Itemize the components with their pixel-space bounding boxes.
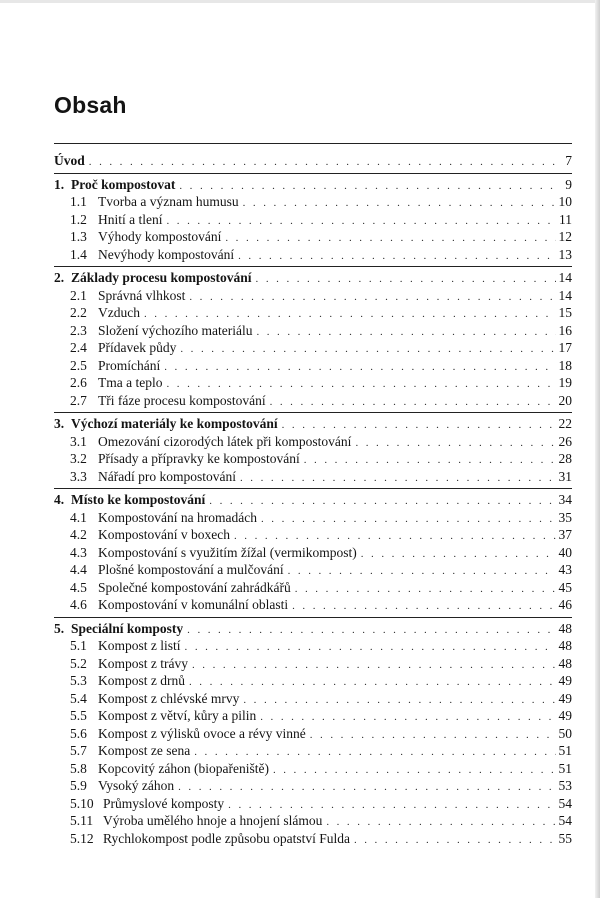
- entry-title: Hnití a tlení: [98, 211, 163, 227]
- dot-leader: [178, 779, 555, 797]
- entry-title: Kompost z trávy: [98, 655, 188, 671]
- entry-title: Kompostování na hromadách: [98, 509, 257, 525]
- entry-number: 4.2: [70, 527, 87, 542]
- toc-subchapter-entry: [54, 304, 572, 322]
- dot-leader: [292, 598, 555, 616]
- dot-leader: [225, 230, 555, 248]
- toc-subchapter-entry: [54, 596, 572, 614]
- toc-subchapter-entry: [54, 287, 572, 305]
- toc-subchapter-entry: [54, 450, 572, 468]
- entry-title: Tma a teplo: [98, 375, 163, 390]
- entry-number: 4.5: [70, 579, 87, 595]
- entry-page-number: 51: [558, 743, 572, 758]
- entry-number: 2.1: [70, 287, 87, 303]
- entry-title: Proč kompostovat: [71, 176, 176, 192]
- entry-page-number: 13: [558, 246, 572, 262]
- page-edge-top: [0, 0, 600, 3]
- dot-leader: [256, 324, 555, 342]
- dot-leader: [240, 470, 556, 488]
- entry-title: Kompostování v komunální oblasti: [98, 597, 289, 612]
- dot-leader: [270, 394, 556, 412]
- entry-title: Kompostování v boxech: [98, 527, 230, 542]
- dot-leader: [189, 674, 556, 692]
- toc-chapter-entry: [54, 415, 572, 433]
- entry-number: 1.1: [70, 194, 87, 209]
- toc-section: [54, 267, 572, 413]
- entry-page-number: 28: [558, 451, 572, 466]
- toc-subchapter-entry: [54, 544, 572, 562]
- dot-leader: [261, 511, 556, 529]
- entry-page-number: 15: [558, 305, 572, 320]
- entry-number: 5.3: [70, 673, 87, 688]
- entry-number: 4.1: [70, 509, 87, 525]
- entry-title: Omezování cizorodých látek při kompostování: [98, 433, 352, 449]
- dot-leader: [326, 814, 555, 832]
- entry-title: Vysoký záhon: [98, 778, 175, 793]
- entry-title: Rychlokompost podle způsobu opatství Fulda: [103, 830, 350, 846]
- entry-title: Kompost z listí: [98, 638, 181, 653]
- dot-leader: [185, 639, 556, 657]
- entry-page-number: 14: [558, 287, 572, 303]
- entry-number: 4.4: [70, 562, 87, 577]
- entry-number: 1.3: [70, 229, 87, 244]
- dot-leader: [192, 657, 556, 675]
- entry-number: 2.: [54, 270, 65, 285]
- entry-title: Kompost z chlévské mrvy: [98, 690, 240, 706]
- entry-number: 5.12: [70, 830, 94, 846]
- entry-title: Přídavek půdy: [98, 340, 177, 355]
- entry-page-number: 48: [558, 620, 572, 636]
- toc-subchapter-entry: [54, 433, 572, 451]
- entry-title: Kompost z větví, kůry a pilin: [98, 708, 257, 723]
- page-title: Obsah: [54, 92, 127, 118]
- entry-title: Složení výchozího materiálu: [98, 322, 253, 338]
- entry-page-number: 19: [558, 375, 572, 390]
- dot-leader: [243, 692, 555, 710]
- entry-page-number: 48: [558, 655, 572, 671]
- toc-subchapter-entry: [54, 468, 572, 486]
- entry-title: Plošné kompostování a mulčování: [98, 562, 284, 577]
- entry-page-number: 54: [558, 813, 572, 828]
- dot-leader: [209, 493, 555, 511]
- dot-leader: [238, 248, 555, 266]
- entry-title: Promíchání: [98, 357, 161, 373]
- dot-leader: [187, 622, 555, 640]
- toc-subchapter-entry: [54, 526, 572, 544]
- entry-page-number: 22: [558, 416, 572, 431]
- entry-page-number: 54: [558, 795, 572, 811]
- entry-number: 5.11: [70, 813, 94, 828]
- entry-page-number: 31: [558, 468, 572, 484]
- entry-page-number: 17: [558, 340, 572, 355]
- entry-page-number: 46: [558, 597, 572, 612]
- toc-subchapter-entry: [54, 637, 572, 655]
- toc-subchapter-entry: [54, 392, 572, 410]
- entry-page-number: 37: [558, 527, 572, 542]
- entry-title: Nevýhody kompostování: [98, 246, 235, 262]
- toc-subchapter-entry: [54, 760, 572, 778]
- toc-chapter-entry: [54, 152, 572, 170]
- toc-subchapter-entry: [54, 672, 572, 690]
- entry-page-number: 26: [558, 433, 572, 449]
- entry-page-number: 12: [558, 229, 572, 244]
- toc-subchapter-entry: [54, 211, 572, 229]
- toc-chapter-entry: [54, 620, 572, 638]
- entry-title: Místo ke kompostování: [71, 492, 206, 507]
- toc-subchapter-entry: [54, 690, 572, 708]
- dot-leader: [304, 452, 556, 470]
- entry-number: 4.3: [70, 544, 87, 560]
- entry-page-number: 49: [558, 708, 572, 723]
- entry-page-number: 49: [558, 690, 572, 706]
- entry-number: 3.1: [70, 433, 87, 449]
- toc-chapter-entry: [54, 491, 572, 509]
- toc-section: [54, 489, 572, 618]
- entry-page-number: 10: [558, 194, 572, 209]
- entry-number: 5.9: [70, 778, 87, 793]
- dot-leader: [295, 581, 556, 599]
- toc-subchapter-entry: [54, 246, 572, 264]
- entry-number: 4.6: [70, 597, 87, 612]
- toc-subchapter-entry: [54, 725, 572, 743]
- entry-number: 5.: [54, 620, 65, 636]
- entry-number: 3.3: [70, 468, 87, 484]
- dot-leader: [243, 195, 556, 213]
- entry-title: Nářadí pro kompostování: [98, 468, 236, 484]
- entry-number: 2.7: [70, 392, 87, 408]
- dot-leader: [354, 832, 556, 850]
- toc-subchapter-entry: [54, 561, 572, 579]
- toc-subchapter-entry: [54, 812, 572, 830]
- entry-title: Kompostování s využitím žížal (vermikompost): [98, 544, 357, 560]
- toc-subchapter-entry: [54, 655, 572, 673]
- toc-subchapter-entry: [54, 742, 572, 760]
- table-of-contents: [54, 150, 572, 850]
- entry-title: Správná vlhkost: [98, 287, 186, 303]
- toc-subchapter-entry: [54, 339, 572, 357]
- toc-section: [54, 150, 572, 174]
- toc-chapter-entry: [54, 269, 572, 287]
- entry-number: 1.: [54, 176, 65, 192]
- entry-title: Výroba umělého hnoje a hnojení slámou: [103, 813, 323, 828]
- entry-page-number: 53: [558, 778, 572, 793]
- toc-subchapter-entry: [54, 228, 572, 246]
- entry-page-number: 16: [558, 322, 572, 338]
- entry-page-number: 11: [559, 211, 572, 227]
- entry-number: 4.: [54, 492, 65, 507]
- toc-subchapter-entry: [54, 795, 572, 813]
- entry-page-number: 20: [558, 392, 572, 408]
- entry-number: 2.3: [70, 322, 87, 338]
- entry-number: 2.6: [70, 375, 87, 390]
- dot-leader: [355, 435, 555, 453]
- entry-page-number: 18: [558, 357, 572, 373]
- entry-number: 5.1: [70, 638, 87, 653]
- toc-chapter-entry: [54, 176, 572, 194]
- toc-subchapter-entry: [54, 509, 572, 527]
- dot-leader: [256, 271, 556, 289]
- entry-page-number: 34: [558, 492, 572, 507]
- entry-number: 1.2: [70, 211, 87, 227]
- entry-title: Výchozí materiály ke kompostování: [71, 416, 278, 431]
- entry-title: Vzduch: [98, 305, 140, 320]
- entry-page-number: 40: [558, 544, 572, 560]
- toc-subchapter-entry: [54, 830, 572, 848]
- dot-leader: [189, 289, 555, 307]
- entry-page-number: 48: [558, 638, 572, 653]
- entry-title: Kompost z drnů: [98, 673, 185, 688]
- entry-number: 1.4: [70, 246, 87, 262]
- entry-number: 3.2: [70, 451, 87, 466]
- entry-number: 2.5: [70, 357, 87, 373]
- entry-title: Úvod: [54, 153, 85, 168]
- entry-number: 2.4: [70, 340, 87, 355]
- toc-subchapter-entry: [54, 357, 572, 375]
- page-edge-right: [595, 0, 600, 898]
- entry-title: Kompost ze sena: [98, 743, 191, 758]
- dot-leader: [164, 359, 555, 377]
- toc-subchapter-entry: [54, 193, 572, 211]
- entry-page-number: 14: [558, 270, 572, 285]
- entry-title: Tvorba a význam humusu: [98, 194, 239, 209]
- toc-subchapter-entry: [54, 707, 572, 725]
- toc-subchapter-entry: [54, 322, 572, 340]
- toc-subchapter-entry: [54, 579, 572, 597]
- entry-title: Základy procesu kompostování: [71, 270, 252, 285]
- entry-title: Přísady a přípravky ke kompostování: [98, 451, 300, 466]
- toc-section: [54, 174, 572, 268]
- toc-section: [54, 618, 572, 851]
- entry-page-number: 50: [558, 725, 572, 741]
- entry-number: 5.8: [70, 760, 87, 776]
- title-rule: [54, 143, 572, 144]
- entry-title: Tři fáze procesu kompostování: [98, 392, 266, 408]
- entry-number: 5.4: [70, 690, 87, 706]
- dot-leader: [288, 563, 556, 581]
- entry-title: Speciální komposty: [71, 620, 184, 636]
- entry-title: Kopcovitý záhon (biopařeniště): [98, 760, 269, 776]
- entry-page-number: 35: [558, 509, 572, 525]
- entry-title: Kompost z výlisků ovoce a révy vinné: [98, 725, 306, 741]
- entry-title: Průmyslové komposty: [103, 795, 225, 811]
- entry-page-number: 9: [565, 176, 572, 192]
- dot-leader: [361, 546, 556, 564]
- entry-page-number: 45: [558, 579, 572, 595]
- toc-subchapter-entry: [54, 777, 572, 795]
- toc-section: [54, 413, 572, 489]
- toc-subchapter-entry: [54, 374, 572, 392]
- entry-title: Společné kompostování zahrádkářů: [98, 579, 291, 595]
- entry-number: 5.5: [70, 708, 87, 723]
- entry-title: Výhody kompostování: [98, 229, 222, 244]
- entry-page-number: 49: [558, 673, 572, 688]
- dot-leader: [89, 154, 557, 172]
- entry-page-number: 51: [558, 760, 572, 776]
- entry-page-number: 7: [565, 153, 572, 168]
- entry-number: 5.7: [70, 743, 87, 758]
- entry-number: 5.6: [70, 725, 87, 741]
- entry-number: 2.2: [70, 305, 87, 320]
- entry-page-number: 55: [558, 830, 572, 846]
- dot-leader: [180, 341, 555, 359]
- dot-leader: [273, 762, 556, 780]
- entry-number: 5.10: [70, 795, 94, 811]
- entry-page-number: 43: [558, 562, 572, 577]
- entry-number: 5.2: [70, 655, 87, 671]
- dot-leader: [310, 727, 556, 745]
- entry-number: 3.: [54, 416, 65, 431]
